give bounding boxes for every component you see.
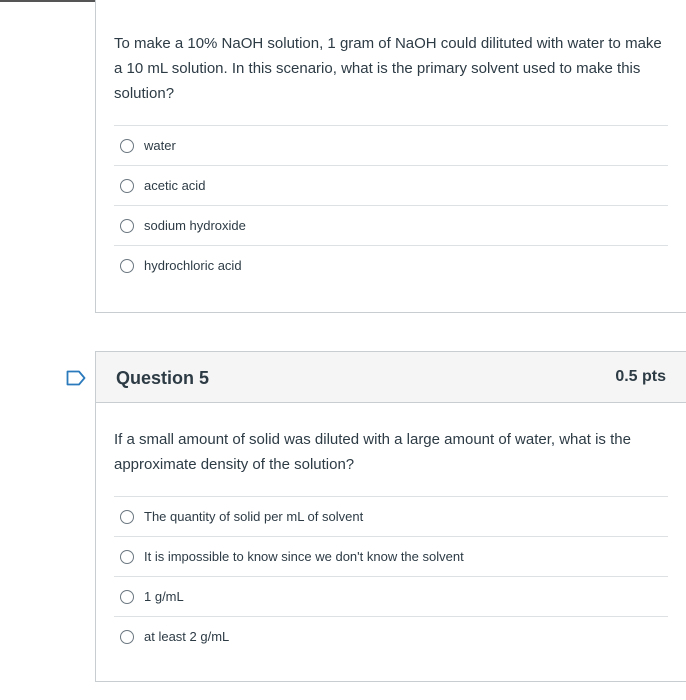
answer-label: water [144,138,176,153]
radio-button[interactable] [120,590,134,604]
answer-option[interactable] [114,205,668,245]
radio-button[interactable] [120,219,134,233]
question-4-answers [114,125,668,285]
radio-button[interactable] [120,550,134,564]
answer-label: hydrochloric acid [144,258,242,273]
answer-option[interactable] [114,125,668,165]
answer-label: at least 2 g/mL [144,629,230,644]
radio-button[interactable] [120,179,134,193]
answer-option[interactable] [114,245,668,285]
answer-label: acetic acid [144,178,206,193]
question-4-text: To make a 10% NaOH solution, 1 gram of NaOH could dilituted with water to make a 10 mL solution. In this scenario, what is the primary solvent used to make this solution? [114,35,662,102]
question-4-card [95,0,686,313]
question-points: 0.5 pts [615,368,666,385]
answer-label: 1 g/mL [144,589,184,604]
question-5-card [95,351,686,682]
answer-option[interactable] [114,165,668,205]
radio-button[interactable] [120,630,134,644]
answer-label: The quantity of solid per mL of solvent [144,509,364,524]
question-header [96,352,686,403]
answer-option[interactable] [114,536,668,576]
question-5-text: If a small amount of solid was diluted with a large amount of water, what is the approximate density of the solution? [114,431,631,473]
question-5-answers [114,496,668,656]
radio-button[interactable] [120,259,134,273]
top-divider [0,0,96,2]
question-title: Question 5 [116,368,210,388]
answer-option[interactable] [114,616,668,656]
radio-button[interactable] [120,139,134,153]
radio-button[interactable] [120,510,134,524]
answer-option[interactable] [114,496,668,536]
flag-outline-icon[interactable] [66,370,86,386]
answer-option[interactable] [114,576,668,616]
answer-label: It is impossible to know since we don't know the solvent [144,549,464,564]
answer-label: sodium hydroxide [144,218,246,233]
